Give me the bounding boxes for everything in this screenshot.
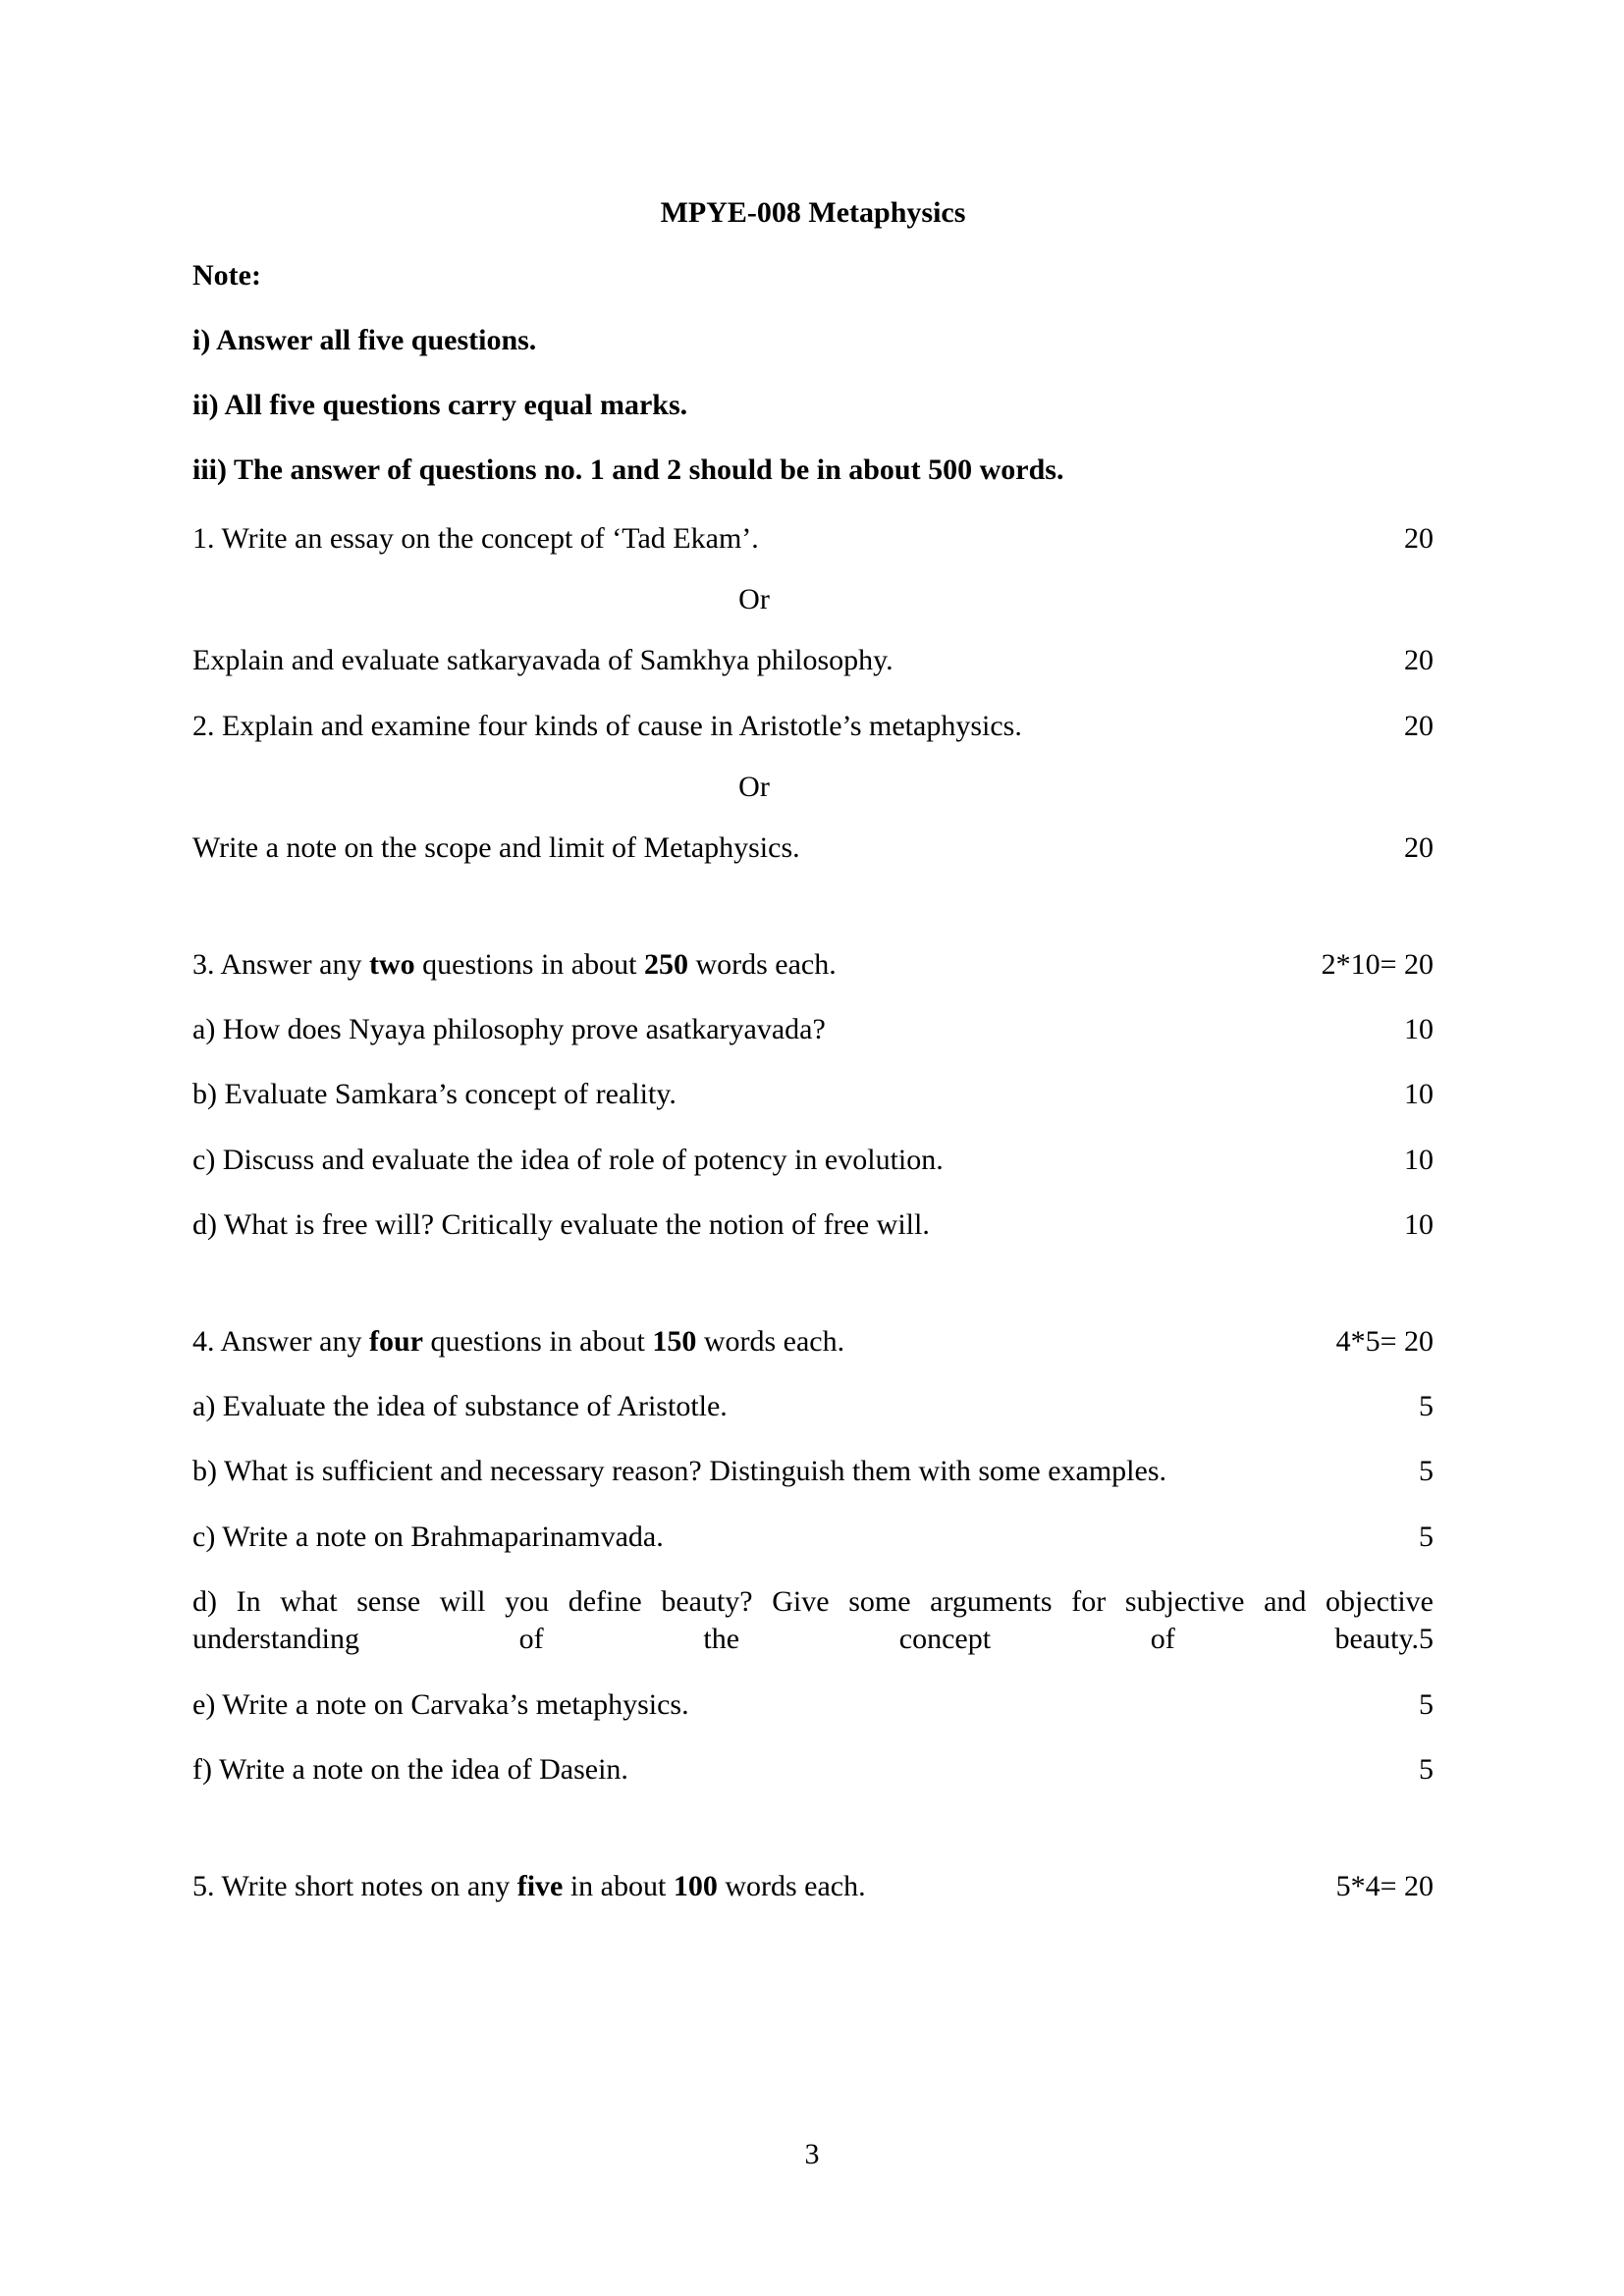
question-text-q4a: a) Evaluate the idea of substance of Aristotle. [192, 1389, 728, 1422]
question-marks-q4b: 5 [1419, 1455, 1434, 1488]
q3-text-middle: questions in about [414, 947, 644, 981]
question-row-q4f [192, 1751, 1434, 1789]
question-row-q2 [192, 708, 1434, 745]
question-text-q2-alt: Write a note on the scope and limit of Metaphysics. [192, 831, 800, 865]
question-text-q4 [192, 1323, 860, 1361]
page-number: 3 [804, 2138, 820, 2170]
question-marks-q3d: 10 [1404, 1208, 1434, 1242]
question-marks-q1-alt: 20 [1404, 644, 1434, 677]
section-gap-3 [192, 1817, 1434, 1868]
q4-bold-count: four [368, 1324, 423, 1358]
question-marks-q2-alt: 20 [1404, 831, 1434, 865]
question-marks-q3a: 10 [1404, 1012, 1434, 1045]
q3-bold-words: 250 [643, 947, 688, 981]
q3-text-after: words each. [687, 947, 837, 981]
q5-bold-count: five [516, 1869, 564, 1902]
question-text-q1-alt: Explain and evaluate satkaryavada of Samkhya philosophy. [192, 644, 893, 677]
question-text-q3a: a) How does Nyaya philosophy prove asatkaryavada? [192, 1012, 826, 1045]
question-marks-q1: 20 [1404, 522, 1434, 555]
q5-bold-words: 100 [673, 1869, 718, 1902]
question-text-q4f: f) Write a note on the idea of Dasein. [192, 1753, 628, 1787]
question-text-q2: 2. Explain and examine four kinds of cause in Aristotle’s metaphysics. [192, 709, 1022, 742]
q4-text-before: 4. Answer any [192, 1324, 369, 1358]
note-item-i: i) Answer all five questions. [192, 324, 537, 356]
question-row-q4 [192, 1323, 1434, 1361]
question-text-q1: 1. Write an essay on the concept of ‘Tad Ekam’. [192, 522, 759, 555]
question-row-q4b [192, 1453, 1434, 1490]
page-title: MPYE-008 Metaphysics [660, 196, 966, 229]
q5-text-after: words each. [717, 1869, 866, 1902]
question-row-q4d [192, 1583, 1434, 1659]
question-marks-q3: 2*10= 20 [1321, 947, 1434, 981]
question-text-q4e: e) Write a note on Carvaka’s metaphysics. [192, 1687, 689, 1721]
question-row-q5 [192, 1868, 1434, 1905]
question-marks-q3c: 10 [1404, 1143, 1434, 1176]
page-content [192, 192, 1434, 1933]
question-text-q4b: b) What is sufficient and necessary reason? Distinguish them with some examples. [192, 1455, 1166, 1488]
note-item-iii: iii) The answer of questions no. 1 and 2 should be in about 500 words. [192, 454, 1064, 486]
q5-text-before: 5. Write short notes on any [192, 1869, 517, 1902]
question-text-q4c: c) Write a note on Brahmaparinamvada. [192, 1520, 664, 1553]
question-text-q3b: b) Evaluate Samkara’s concept of reality. [192, 1078, 677, 1111]
question-row-q3d [192, 1206, 1434, 1244]
question-row-q1 [192, 520, 1434, 558]
question-row-q4e [192, 1686, 1434, 1724]
question-marks-q2: 20 [1404, 709, 1434, 742]
question-row-q1-alt [192, 642, 1434, 679]
question-text-q5 [192, 1868, 882, 1905]
question-text-q4d: d) In what sense will you define beauty? Give some arguments for subjective and objective understanding of the concept of beauty. [192, 1585, 1434, 1656]
question-row-q4c [192, 1519, 1434, 1556]
question-row-q3a [192, 1011, 1434, 1048]
question-marks-q4f: 5 [1419, 1753, 1434, 1787]
or-separator-1: Or [738, 583, 770, 616]
q5-text-middle: in about [563, 1869, 674, 1902]
question-marks-q4a: 5 [1419, 1389, 1434, 1422]
question-marks-q5: 5*4= 20 [1335, 1869, 1434, 1902]
section-gap-2 [192, 1272, 1434, 1323]
question-row-q2-alt [192, 829, 1434, 867]
q3-text-before: 3. Answer any [192, 947, 369, 981]
question-text-q3d: d) What is free will? Critically evaluate the notion of free will. [192, 1208, 930, 1242]
note-item-ii: ii) All five questions carry equal marks. [192, 389, 688, 421]
question-marks-q3b: 10 [1404, 1078, 1434, 1111]
q4-bold-words: 150 [652, 1324, 697, 1358]
q3-bold-count: two [368, 947, 415, 981]
question-marks-q4: 4*5= 20 [1335, 1324, 1434, 1358]
question-row-q3 [192, 946, 1434, 984]
question-row-q4a [192, 1388, 1434, 1425]
section-gap-1 [192, 895, 1434, 946]
q4-text-middle: questions in about [422, 1324, 653, 1358]
or-separator-2: Or [738, 771, 770, 804]
question-row-q3b [192, 1076, 1434, 1113]
question-marks-q4e: 5 [1419, 1687, 1434, 1721]
question-marks-q4d: 5 [1419, 1623, 1434, 1656]
question-marks-q4c: 5 [1419, 1520, 1434, 1553]
notes-heading: Note: [192, 259, 261, 292]
notes-section [192, 261, 1434, 485]
question-text-q3c: c) Discuss and evaluate the idea of role of potency in evolution. [192, 1143, 944, 1176]
question-row-q3c [192, 1142, 1434, 1179]
question-text-q3 [192, 946, 852, 984]
q4-text-after: words each. [696, 1324, 845, 1358]
